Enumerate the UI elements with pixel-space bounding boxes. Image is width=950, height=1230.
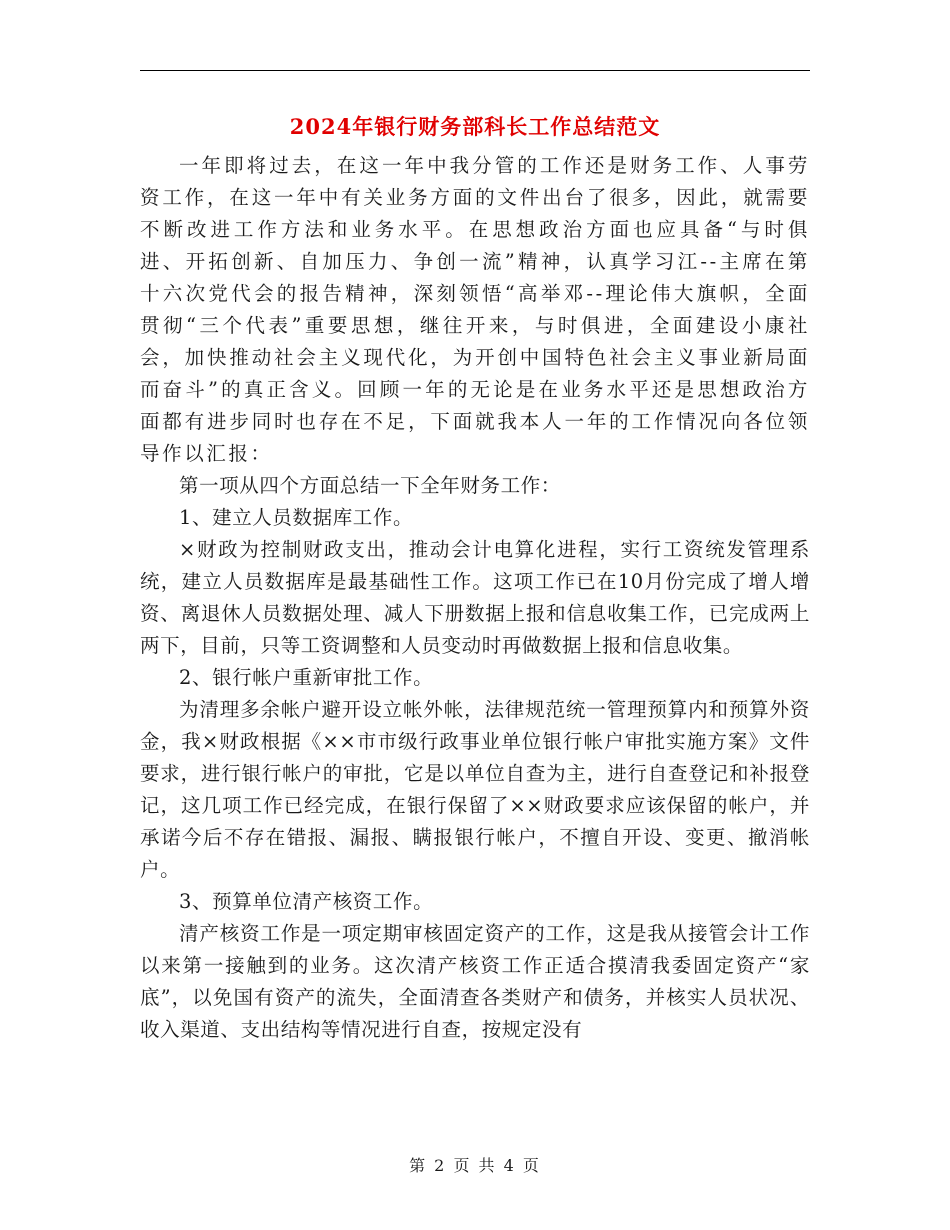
heading-item-3: 3、预算单位清产核资工作。 [179, 890, 434, 913]
document-title: 2024年银行财务部科长工作总结范文 [289, 114, 661, 139]
paragraph-item-2: 为清理多余帐户避开设立帐外帐，法律规范统一管理预算内和预算外资金，我×财政根据《××市市级行政事业单位银行帐户审批实施方案》文件要求，进行银行帐户的审批，它是以单位自查为主，进行自查登记和补报登记，这几项工作已经完成，在银行保留了××财政要求应该保留的帐户，并承诺今后不存在错报、漏报、瞒报银行帐户，不擅自开设、变更、撤消帐户。 [140, 698, 810, 881]
heading-item-2: 2、银行帐户重新审批工作。 [179, 666, 434, 689]
heading-item-1: 1、建立人员数据库工作。 [179, 506, 414, 529]
header-rule [140, 70, 810, 71]
document-body [140, 150, 810, 1046]
paragraph-intro: 一年即将过去，在这一年中我分管的工作还是财务工作、人事劳资工作，在这一年中有关业务方面的文件出台了很多，因此，就需要不断改进工作方法和业务水平。在思想政治方面也应具备“与时俱进、开拓创新、自加压力、争创一流”精神，认真学习江--主席在第十六次党代会的报告精神，深刻领悟“高举邓--理论伟大旗帜，全面贯彻“三个代表”重要思想，继往开来，与时俱进，全面建设小康社会，加快推动社会主义现代化，为开创中国特色社会主义事业新局面而奋斗”的真正含义。回顾一年的无论是在业务水平还是思想政治方面都有进步同时也存在不足，下面就我本人一年的工作情况向各位领导作以汇报： [140, 154, 810, 465]
paragraph-section-intro: 第一项从四个方面总结一下全年财务工作： [179, 474, 561, 497]
page-footer: 第 2 页 共 4 页 [409, 1156, 541, 1175]
paragraph-item-1: ×财政为控制财政支出，推动会计电算化进程，实行工资统发管理系统，建立人员数据库是最基础性工作。这项工作已在10月份完成了增人增资、离退休人员数据处理、减人下册数据上报和信息收集工作，已完成两上两下，目前，只等工资调整和人员变动时再做数据上报和信息收集。 [140, 538, 810, 657]
paragraph-item-3: 清产核资工作是一项定期审核固定资产的工作，这是我从接管会计工作以来第一接触到的业务。这次清产核资工作正适合摸清我委固定资产“家底”，以免国有资产的流失，全面清查各类财产和债务，并核实人员状况、收入渠道、支出结构等情况进行自查，按规定没有 [140, 922, 810, 1041]
